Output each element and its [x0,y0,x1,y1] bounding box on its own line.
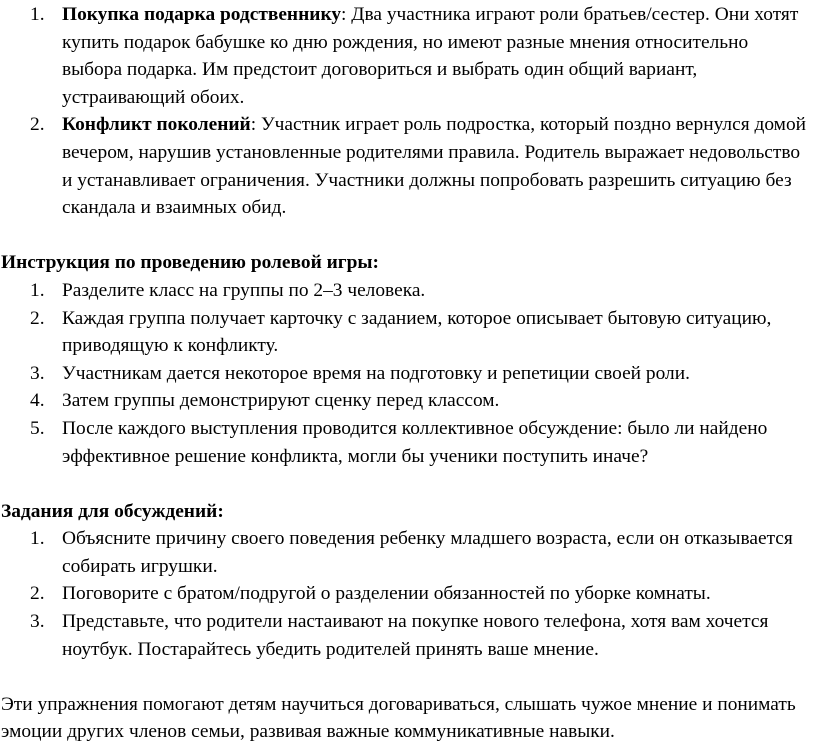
item-text: Поговорите с братом/подругой о разделении обязанностей по уборке комнаты. [62,583,711,605]
situation-title: Покупка подарка родственнику [62,4,342,25]
situations-list [0,1,816,222]
item-text: Участникам дается некоторое время на подготовку и репетиции своей роли. [62,362,690,384]
list-item [0,525,816,580]
list-item [0,580,816,608]
list-item [0,111,816,221]
situation-title: Конфликт поколений [62,114,251,136]
item-number: 2. [30,114,45,136]
list-item [0,360,816,388]
discussion-heading: Задания для обсуждений: [1,500,224,522]
item-text: После каждого выступления проводится коллективное обсуждение: было ли найдено эффективное решение конфликта, могли бы ученики поступить иначе? [62,417,768,467]
situation-text: : Участник играет роль подростка, который поздно вернулся домой вечером, нарушив установленные родителями правила. Родитель выражает недовольство и устанавливает ограничения. Участники должны попробовать разрешить ситуацию без скандала и взаимных обид. [62,114,807,219]
item-text: Представьте, что родители настаивают на покупке нового телефона, хотя вам хочется ноутбук. Постарайтесь убедить родителей принять ваше мнение. [62,611,769,660]
list-item [0,608,816,663]
spacer [0,663,816,691]
item-number: 2. [30,307,45,329]
item-number: 4. [30,390,45,412]
item-number: 1. [30,279,45,301]
item-text: Затем группы демонстрируют сценку перед классом. [62,390,500,412]
list-item [0,415,816,470]
instructions-heading: Инструкция по проведению ролевой игры: [1,252,379,274]
list-item [0,1,816,111]
item-text: Объясните причину своего поведения ребенку младшего возраста, если он отказывается собирать игрушки. [62,528,793,577]
item-number: 2. [30,583,45,605]
list-item [0,387,816,415]
item-text: Разделите класс на группы по 2–3 человека. [62,279,426,301]
spacer [0,470,816,498]
instructions-list [0,277,816,470]
conclusion-paragraph: Эти упражнения помогают детям научиться договариваться, слышать чужое мнение и понимать эмоции других членов семьи, развивая важные коммуникативные навыки. [1,693,796,743]
list-item [0,277,816,305]
item-text: Каждая группа получает карточку с заданием, которое описывает бытовую ситуацию, приводящую к конфликту. [62,307,772,357]
item-number: 3. [30,611,45,633]
item-number: 3. [30,362,45,384]
discussion-list [0,525,816,663]
item-number: 1. [30,528,45,550]
situation-text: : Два участника играют роли братьев/сестер. Они хотят купить подарок бабушке ко дню рождения, но имеют разные мнения относительно выбора подарка. Им предстоит договориться и выбрать один общий вариант, устраивающий обоих. [62,4,799,108]
list-item [0,305,816,360]
spacer [0,222,816,250]
item-number: 5. [30,417,45,439]
item-number: 1. [30,4,45,25]
